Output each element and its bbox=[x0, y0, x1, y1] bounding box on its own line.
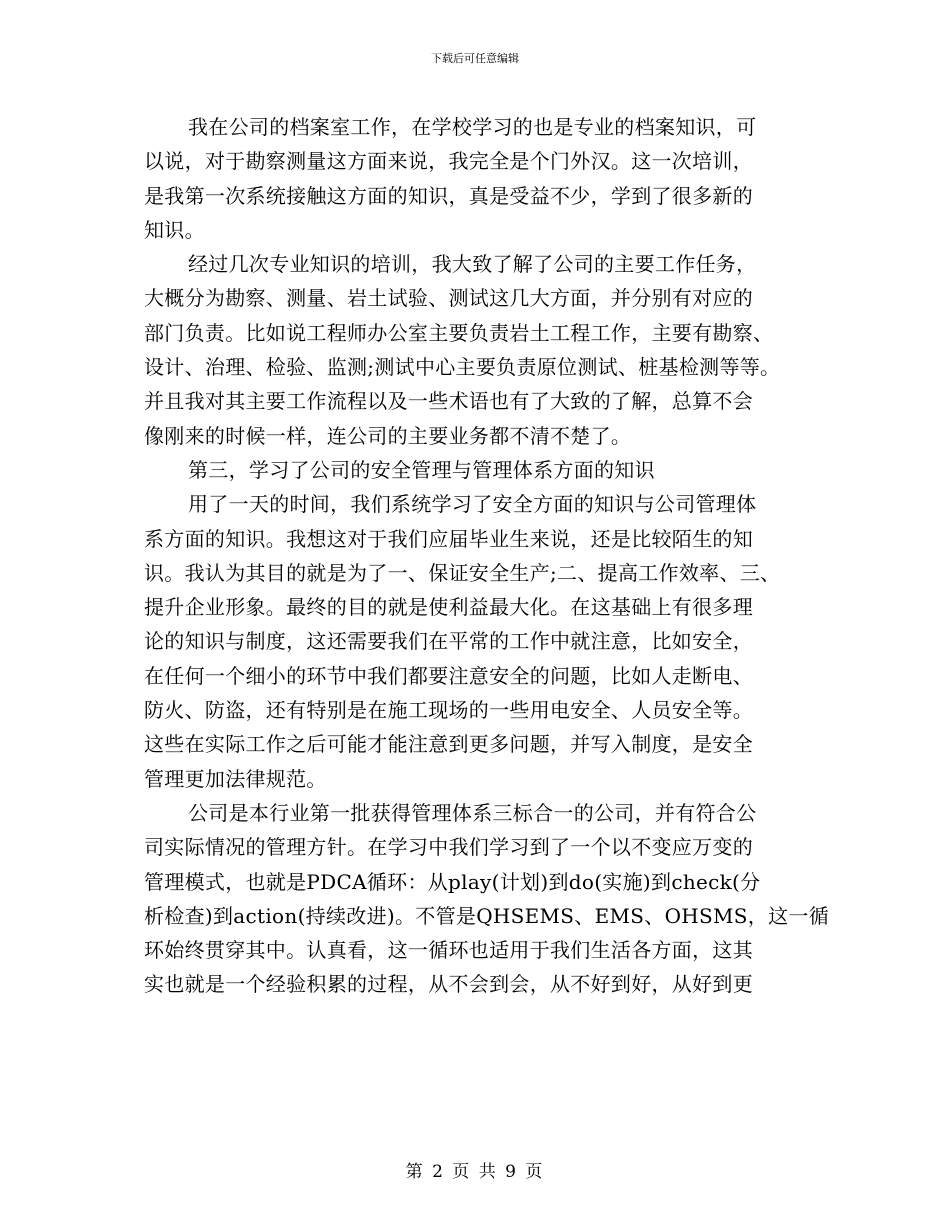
text-line: 设计、治理、检验、监测;测试中心主要负责原位测试、桩基检测等等。 bbox=[144, 355, 781, 380]
text-line: 部门负责。比如说工程师办公室主要负责岩土工程工作，主要有勘察、 bbox=[144, 320, 774, 345]
text-line: 我在公司的档案室工作，在学校学习的也是专业的档案知识，可 bbox=[188, 115, 757, 139]
text-line: 在任何一个细小的环节中我们都要注意安全的问题，比如人走断电、 bbox=[144, 663, 753, 688]
text-line: 并且我对其主要工作流程以及一些术语也有了大致的了解，总算不会 bbox=[144, 389, 753, 414]
text-line: 系方面的知识。我想这对于我们应届毕业生来说，还是比较陌生的知 bbox=[144, 526, 753, 551]
text-line: 防火、防盗，还有特别是在施工现场的一些用电安全、人员安全等。 bbox=[144, 698, 753, 723]
text-line: 司实际情况的管理方针。在学习中我们学习到了一个以不变应万变的 bbox=[144, 835, 753, 860]
text-line: 提升企业形象。最终的目的就是使利益最大化。在这基础上有很多理 bbox=[144, 595, 753, 620]
text-line: 用了一天的时间，我们系统学习了安全方面的知识与公司管理体 bbox=[188, 492, 757, 517]
text-line: 识。我认为其目的就是为了一、保证安全生产;二、提高工作效率、三、 bbox=[144, 560, 781, 585]
page-header: 下载后可任意编辑 bbox=[431, 52, 519, 65]
document-body bbox=[144, 110, 830, 1002]
text-line: 以说，对于勘察测量这方面来说，我完全是个门外汉。这一次培训， bbox=[144, 149, 753, 174]
text-line: 论的知识与制度，这还需要我们在平常的工作中就注意，比如安全， bbox=[144, 629, 753, 654]
text-line: 像刚来的时候一样，连公司的主要业务都不清不楚了。 bbox=[144, 423, 632, 448]
section-heading: 第三，学习了公司的安全管理与管理体系方面的知识 bbox=[188, 457, 655, 482]
text-line: 管理模式，也就是PDCA循环：从play(计划)到do(实施)到check(分 bbox=[144, 869, 761, 894]
text-line: 管理更加法律规范。 bbox=[144, 766, 327, 791]
page-number-footer: 第 2 页 共 9 页 bbox=[405, 1162, 545, 1182]
text-line: 是我第一次系统接触这方面的知识，真是受益不少，学到了很多新的 bbox=[144, 183, 753, 208]
text-line: 知识。 bbox=[144, 217, 205, 242]
text-line: 析检查)到action(持续改进)。不管是QHSEMS、EMS、OHSMS，这一循 bbox=[144, 903, 830, 928]
text-line: 公司是本行业第一批获得管理体系三标合一的公司，并有符合公 bbox=[188, 800, 757, 825]
text-line: 环始终贯穿其中。认真看，这一循环也适用于我们生活各方面，这其 bbox=[144, 938, 753, 963]
text-line: 实也就是一个经验积累的过程，从不会到会，从不好到好，从好到更 bbox=[144, 972, 753, 997]
text-line: 大概分为勘察、测量、岩土试验、测试这几大方面，并分别有对应的 bbox=[144, 286, 753, 311]
text-line: 这些在实际工作之后可能才能注意到更多问题，并写入制度，是安全 bbox=[144, 732, 753, 757]
text-line: 经过几次专业知识的培训，我大致了解了公司的主要工作任务， bbox=[188, 252, 757, 277]
